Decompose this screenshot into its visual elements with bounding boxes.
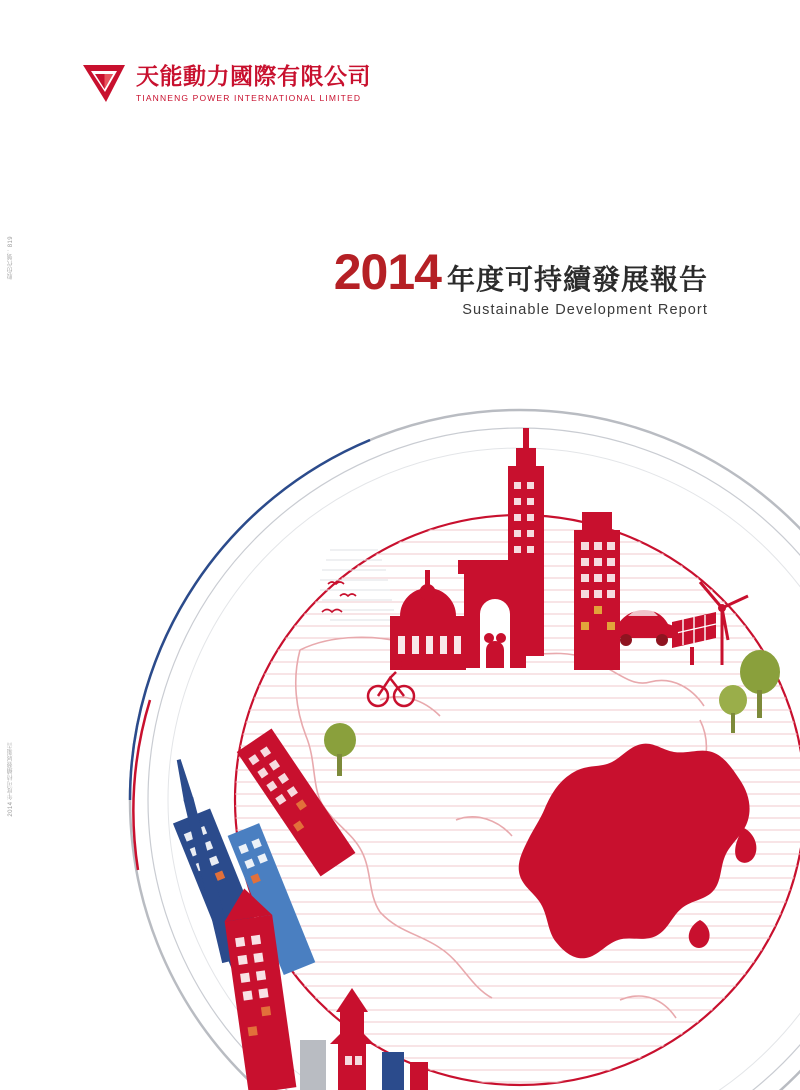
cover-illustration — [0, 400, 800, 1090]
skyscraper-right-icon — [574, 512, 620, 670]
report-title-en: Sustainable Development Report — [462, 302, 708, 318]
report-title-cn: 年度可持續發展報告 — [446, 263, 708, 296]
logo-company-name-en: TIANNENG POWER INTERNATIONAL LIMITED — [136, 93, 362, 103]
report-year: 2014 — [333, 244, 441, 300]
cover-title — [334, 246, 708, 318]
side-note-top: 股份代號：819 — [8, 236, 14, 280]
logo-company-name-cn: 天能動力國際有限公司 — [136, 64, 371, 90]
arc-de-triomphe-icon — [458, 560, 532, 668]
tianneng-triangle-mark-icon — [82, 62, 126, 104]
side-note-bottom: 2014 年度可持續發展報告 — [8, 742, 14, 817]
company-logo — [82, 62, 371, 104]
